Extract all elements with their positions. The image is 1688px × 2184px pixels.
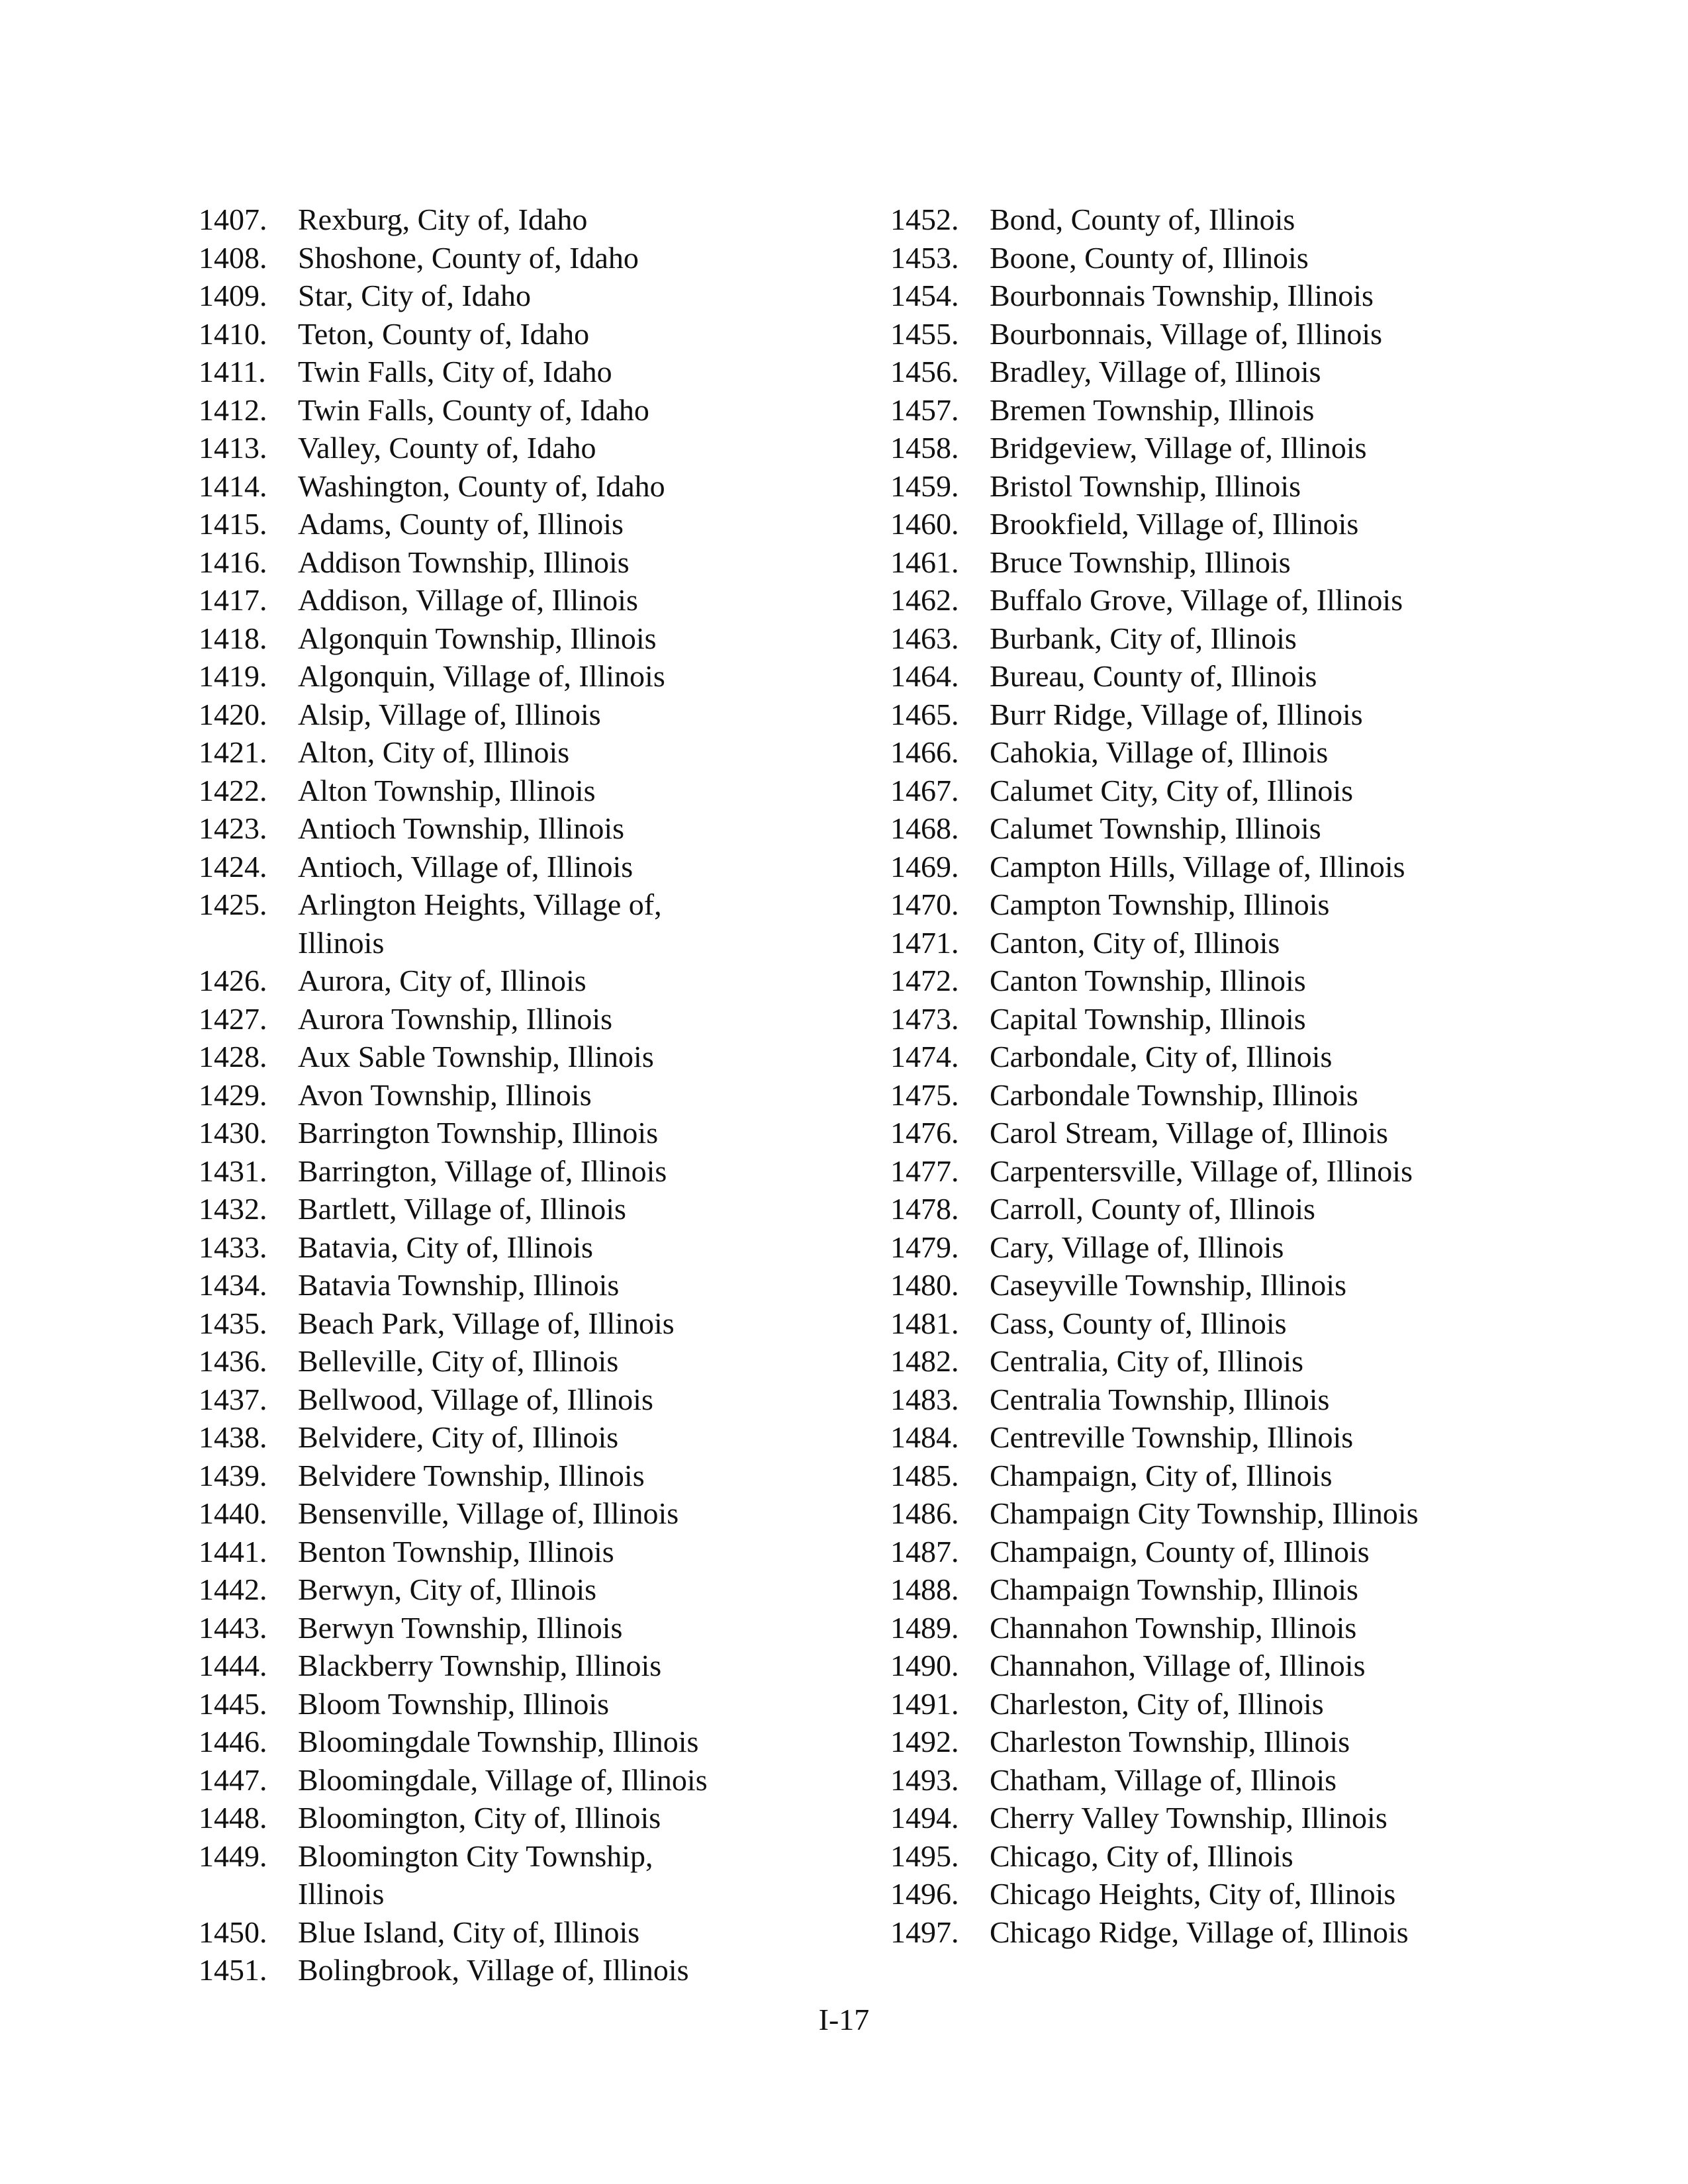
entry-name: Barrington, Village of, Illinois — [298, 1154, 667, 1188]
entry-name: Carpentersville, Village of, Illinois — [990, 1154, 1413, 1188]
entry-name: Calumet City, City of, Illinois — [990, 773, 1354, 807]
entry-name: Batavia Township, Illinois — [298, 1268, 620, 1302]
entry-name: Bruce Township, Illinois — [990, 545, 1291, 579]
entry-number: 1471. — [890, 925, 959, 960]
entry-number: 1431. — [199, 1154, 267, 1188]
entry-number: 1448. — [199, 1801, 267, 1835]
list-item — [199, 1837, 861, 1913]
entry-number: 1484. — [890, 1420, 959, 1454]
entry-number: 1478. — [890, 1192, 959, 1226]
entry-number: 1437. — [199, 1382, 267, 1416]
entry-list-right — [890, 201, 1552, 1951]
entry-number: 1480. — [890, 1268, 959, 1302]
entry-name: Bolingbrook, Village of, Illinois — [298, 1953, 689, 1987]
list-item — [199, 1685, 861, 1723]
list-item — [890, 1494, 1552, 1533]
list-item — [890, 1647, 1552, 1685]
entry-name: Bartlett, Village of, Illinois — [298, 1192, 626, 1226]
list-item — [890, 696, 1552, 734]
entry-number: 1413. — [199, 431, 267, 465]
entry-name: Brookfield, Village of, Illinois — [990, 507, 1359, 541]
entry-name: Bensenville, Village of, Illinois — [298, 1496, 679, 1530]
entry-name: Canton, City of, Illinois — [990, 925, 1280, 960]
entry-name: Chatham, Village of, Illinois — [990, 1762, 1337, 1797]
list-item — [890, 619, 1552, 658]
entry-name: Twin Falls, City of, Idaho — [298, 355, 612, 388]
entry-name: Campton Hills, Village of, Illinois — [990, 849, 1405, 884]
list-item — [199, 391, 861, 430]
entry-number: 1430. — [199, 1116, 267, 1150]
entry-name: Aurora Township, Illinois — [298, 1001, 613, 1036]
entry-number: 1472. — [890, 964, 959, 997]
entry-name: Carbondale, City of, Illinois — [990, 1040, 1333, 1073]
entry-number: 1452. — [890, 203, 959, 236]
list-item — [890, 1875, 1552, 1913]
list-item — [890, 239, 1552, 277]
entry-name: Capital Township, Illinois — [990, 1001, 1306, 1036]
list-item — [890, 1076, 1552, 1115]
list-item — [890, 924, 1552, 962]
entry-name: Belvidere Township, Illinois — [298, 1458, 645, 1492]
entry-number: 1487. — [890, 1534, 959, 1569]
entry-number: 1426. — [199, 964, 267, 997]
entry-number: 1457. — [890, 392, 959, 427]
entry-name: Chicago Heights, City of, Illinois — [990, 1877, 1396, 1911]
list-item — [199, 239, 861, 277]
list-item — [199, 581, 861, 619]
list-item — [199, 1000, 861, 1038]
list-item — [199, 1152, 861, 1191]
entry-name: Addison, Village of, Illinois — [298, 583, 638, 617]
entry-number: 1461. — [890, 545, 959, 579]
entry-number: 1429. — [199, 1077, 267, 1112]
entry-number: 1492. — [890, 1725, 959, 1758]
list-item — [199, 201, 861, 239]
entry-name: Beach Park, Village of, Illinois — [298, 1306, 675, 1340]
list-item — [890, 1152, 1552, 1191]
list-item — [199, 1494, 861, 1533]
entry-name: Canton Township, Illinois — [990, 964, 1306, 997]
entry-number: 1458. — [890, 431, 959, 465]
list-item — [199, 1761, 861, 1799]
list-item — [199, 467, 861, 506]
entry-number: 1432. — [199, 1192, 267, 1226]
list-item — [199, 277, 861, 315]
entry-name: Bourbonnais, Village of, Illinois — [990, 316, 1383, 351]
entry-name: Addison Township, Illinois — [298, 545, 630, 579]
entry-name: Shoshone, County of, Idaho — [298, 240, 639, 275]
list-item — [199, 1457, 861, 1495]
entry-name: Cahokia, Village of, Illinois — [990, 735, 1329, 769]
page-number: I-17 — [818, 2003, 870, 2036]
entry-name: Cary, Village of, Illinois — [990, 1230, 1284, 1264]
entry-number: 1470. — [890, 887, 959, 921]
entry-number: 1495. — [890, 1839, 959, 1873]
list-item — [199, 886, 861, 962]
entry-name: Carroll, County of, Illinois — [990, 1192, 1315, 1226]
entry-number: 1460. — [890, 507, 959, 541]
entry-number: 1490. — [890, 1649, 959, 1682]
entry-number: 1463. — [890, 621, 959, 655]
entry-name: Centralia, City of, Illinois — [990, 1344, 1303, 1378]
entry-number: 1409. — [199, 279, 267, 312]
entry-number: 1469. — [890, 849, 959, 884]
entry-number: 1459. — [890, 469, 959, 503]
entry-number: 1456. — [890, 355, 959, 388]
list-item — [890, 429, 1552, 467]
entry-name: Charleston, City of, Illinois — [990, 1686, 1324, 1721]
entry-name: Centreville Township, Illinois — [990, 1420, 1354, 1454]
entry-name: Champaign, County of, Illinois — [990, 1534, 1370, 1569]
list-item — [199, 1723, 861, 1761]
list-item — [199, 1799, 861, 1837]
list-item — [199, 1304, 861, 1343]
entry-number: 1433. — [199, 1230, 267, 1264]
list-item — [199, 772, 861, 810]
entry-number: 1479. — [890, 1230, 959, 1264]
entry-name: Belleville, City of, Illinois — [298, 1344, 619, 1378]
entry-name: Washington, County of, Idaho — [298, 469, 665, 503]
entry-name: Avon Township, Illinois — [298, 1077, 592, 1112]
entry-number: 1455. — [890, 316, 959, 351]
entry-number: 1424. — [199, 849, 267, 884]
list-item — [890, 1570, 1552, 1609]
list-item — [890, 1342, 1552, 1381]
list-item — [199, 848, 861, 886]
entry-name: Blackberry Township, Illinois — [298, 1649, 662, 1682]
entry-number: 1438. — [199, 1420, 267, 1454]
entry-name: Champaign City Township, Illinois — [990, 1496, 1419, 1530]
list-item — [890, 1457, 1552, 1495]
entry-name: Berwyn, City of, Illinois — [298, 1572, 597, 1606]
entry-number: 1467. — [890, 773, 959, 807]
entry-number: 1447. — [199, 1762, 267, 1797]
list-item — [890, 848, 1552, 886]
list-item — [199, 1190, 861, 1228]
entry-name: Algonquin Township, Illinois — [298, 621, 657, 655]
entry-name: Rexburg, City of, Idaho — [298, 203, 588, 236]
list-item — [199, 1570, 861, 1609]
entry-number: 1422. — [199, 773, 267, 807]
list-item — [199, 1076, 861, 1115]
entry-name: Alton Township, Illinois — [298, 773, 596, 807]
entry-name: Boone, County of, Illinois — [990, 240, 1309, 275]
list-item — [890, 581, 1552, 619]
list-item — [890, 1266, 1552, 1304]
entry-name: Bourbonnais Township, Illinois — [990, 279, 1374, 312]
entry-name: Bloom Township, Illinois — [298, 1686, 610, 1721]
entry-name: Algonquin, Village of, Illinois — [298, 659, 665, 693]
entry-number: 1476. — [890, 1116, 959, 1150]
entry-name: Alsip, Village of, Illinois — [298, 697, 601, 731]
list-item — [890, 1533, 1552, 1571]
list-item — [890, 1038, 1552, 1076]
entry-number: 1481. — [890, 1306, 959, 1340]
entry-name: Buffalo Grove, Village of, Illinois — [990, 583, 1403, 617]
list-item — [199, 505, 861, 543]
list-item — [199, 733, 861, 772]
list-item — [199, 1342, 861, 1381]
list-item — [890, 201, 1552, 239]
entry-number: 1418. — [199, 621, 267, 655]
entry-number: 1465. — [890, 697, 959, 731]
list-item — [890, 657, 1552, 696]
entry-name: Burr Ridge, Village of, Illinois — [990, 697, 1363, 731]
entry-number: 1482. — [890, 1344, 959, 1378]
list-item — [890, 277, 1552, 315]
entry-number: 1486. — [890, 1496, 959, 1530]
entry-number: 1427. — [199, 1001, 267, 1036]
entry-number: 1410. — [199, 316, 267, 351]
entry-name: Teton, County of, Idaho — [298, 316, 590, 351]
list-item — [199, 1228, 861, 1267]
list-item — [890, 809, 1552, 848]
entry-number: 1419. — [199, 659, 267, 693]
entry-number: 1483. — [890, 1382, 959, 1416]
list-item — [199, 1266, 861, 1304]
entry-name: Bridgeview, Village of, Illinois — [990, 431, 1367, 465]
entry-number: 1451. — [199, 1953, 267, 1987]
entry-name: Chicago Ridge, Village of, Illinois — [990, 1915, 1409, 1949]
list-item — [890, 1609, 1552, 1647]
entry-name: Aux Sable Township, Illinois — [298, 1040, 654, 1073]
list-item — [199, 353, 861, 391]
entry-name: Channahon, Village of, Illinois — [990, 1649, 1366, 1682]
list-item — [199, 1418, 861, 1457]
list-item — [199, 1609, 861, 1647]
list-item — [199, 657, 861, 696]
entry-number: 1477. — [890, 1154, 959, 1188]
entry-number: 1489. — [890, 1610, 959, 1645]
entry-number: 1442. — [199, 1572, 267, 1606]
entry-number: 1411. — [199, 355, 266, 388]
entry-name: Caseyville Township, Illinois — [990, 1268, 1346, 1302]
entry-name: Champaign, City of, Illinois — [990, 1458, 1333, 1492]
list-item — [890, 772, 1552, 810]
list-item — [199, 962, 861, 1000]
entry-number: 1407. — [199, 203, 267, 236]
entry-number: 1474. — [890, 1040, 959, 1073]
list-item — [890, 1723, 1552, 1761]
entry-name: Bristol Township, Illinois — [990, 469, 1301, 503]
entry-name: Bellwood, Village of, Illinois — [298, 1382, 653, 1416]
list-item — [199, 1951, 861, 1989]
entry-number: 1434. — [199, 1268, 267, 1302]
entry-number: 1428. — [199, 1040, 267, 1073]
list-item — [199, 1038, 861, 1076]
list-item — [890, 1000, 1552, 1038]
list-item — [199, 1647, 861, 1685]
list-item — [890, 391, 1552, 430]
entry-name: Carbondale Township, Illinois — [990, 1077, 1358, 1112]
entry-number: 1466. — [890, 735, 959, 769]
list-item — [890, 543, 1552, 582]
entry-number: 1450. — [199, 1915, 267, 1949]
list-item — [890, 353, 1552, 391]
entry-name: Barrington Township, Illinois — [298, 1116, 659, 1150]
entry-number: 1446. — [199, 1725, 267, 1758]
entry-name: Champaign Township, Illinois — [990, 1572, 1358, 1606]
entry-number: 1468. — [890, 811, 959, 845]
entry-number: 1435. — [199, 1306, 267, 1340]
entry-name: Carol Stream, Village of, Illinois — [990, 1116, 1388, 1150]
list-item — [199, 1114, 861, 1152]
entry-name: Campton Township, Illinois — [990, 887, 1330, 921]
entry-list-left — [199, 201, 861, 1989]
list-item — [199, 1381, 861, 1419]
entry-number: 1414. — [199, 469, 267, 503]
entry-number: 1440. — [199, 1496, 267, 1530]
entry-number: 1491. — [890, 1686, 959, 1721]
entry-name: Berwyn Township, Illinois — [298, 1610, 623, 1645]
entry-number: 1441. — [199, 1534, 267, 1569]
list-item — [199, 619, 861, 658]
entry-number: 1443. — [199, 1610, 267, 1645]
list-item — [199, 543, 861, 582]
list-item — [890, 467, 1552, 506]
entry-number: 1485. — [890, 1458, 959, 1492]
entry-name: Cass, County of, Illinois — [990, 1306, 1287, 1340]
entry-name: Centralia Township, Illinois — [990, 1382, 1330, 1416]
list-item — [890, 1418, 1552, 1457]
list-item — [890, 1799, 1552, 1837]
entry-number: 1439. — [199, 1458, 267, 1492]
entry-name: Bond, County of, Illinois — [990, 203, 1295, 236]
entry-name: Bloomington, City of, Illinois — [298, 1801, 661, 1835]
list-item — [199, 809, 861, 848]
list-item — [890, 1913, 1552, 1952]
entry-number: 1475. — [890, 1077, 959, 1112]
entry-name: Channahon Township, Illinois — [990, 1610, 1357, 1645]
list-item — [890, 505, 1552, 543]
entry-number: 1408. — [199, 240, 267, 275]
entry-name: Adams, County of, Illinois — [298, 507, 624, 541]
entry-number: 1494. — [890, 1801, 959, 1835]
entry-name: Burbank, City of, Illinois — [990, 621, 1297, 655]
entry-number: 1493. — [890, 1762, 959, 1797]
entry-name: Cherry Valley Township, Illinois — [990, 1801, 1387, 1835]
entry-name: Bloomington City Township, Illinois — [298, 1839, 653, 1911]
entry-name: Antioch, Village of, Illinois — [298, 849, 633, 884]
list-item — [890, 1685, 1552, 1723]
entry-number: 1412. — [199, 392, 267, 427]
entry-number: 1444. — [199, 1649, 267, 1682]
entry-number: 1488. — [890, 1572, 959, 1606]
right-column — [890, 201, 1552, 1951]
left-column — [199, 201, 861, 1989]
entry-number: 1445. — [199, 1686, 267, 1721]
entry-number: 1464. — [890, 659, 959, 693]
list-item — [890, 1114, 1552, 1152]
entry-name: Bradley, Village of, Illinois — [990, 355, 1321, 388]
entry-number: 1473. — [890, 1001, 959, 1036]
entry-name: Twin Falls, County of, Idaho — [298, 392, 649, 427]
list-item — [199, 429, 861, 467]
list-item — [890, 962, 1552, 1000]
list-item — [890, 733, 1552, 772]
entry-name: Charleston Township, Illinois — [990, 1725, 1350, 1758]
list-item — [199, 696, 861, 734]
list-item — [890, 1761, 1552, 1799]
entry-number: 1425. — [199, 887, 267, 921]
entry-number: 1453. — [890, 240, 959, 275]
entry-number: 1436. — [199, 1344, 267, 1378]
entry-name: Belvidere, City of, Illinois — [298, 1420, 619, 1454]
entry-number: 1423. — [199, 811, 267, 845]
entry-name: Bremen Township, Illinois — [990, 392, 1315, 427]
list-item — [199, 315, 861, 353]
entry-name: Chicago, City of, Illinois — [990, 1839, 1293, 1873]
entry-name: Antioch Township, Illinois — [298, 811, 624, 845]
entry-number: 1462. — [890, 583, 959, 617]
entry-name: Arlington Heights, Village of, Illinois — [298, 887, 662, 960]
list-item — [890, 315, 1552, 353]
entry-number: 1415. — [199, 507, 267, 541]
entry-number: 1454. — [890, 279, 959, 312]
list-item — [199, 1533, 861, 1571]
entry-name: Alton, City of, Illinois — [298, 735, 570, 769]
entry-name: Star, City of, Idaho — [298, 279, 532, 312]
entry-name: Bloomingdale, Village of, Illinois — [298, 1762, 708, 1797]
list-item — [890, 1837, 1552, 1876]
entry-name: Blue Island, City of, Illinois — [298, 1915, 640, 1949]
entry-number: 1449. — [199, 1839, 267, 1873]
list-item — [890, 886, 1552, 924]
entry-name: Batavia, City of, Illinois — [298, 1230, 593, 1264]
list-item — [890, 1228, 1552, 1267]
entry-name: Benton Township, Illinois — [298, 1534, 614, 1569]
list-item — [890, 1304, 1552, 1343]
entry-number: 1420. — [199, 697, 267, 731]
entry-number: 1496. — [890, 1877, 959, 1911]
list-item — [890, 1381, 1552, 1419]
entry-name: Valley, County of, Idaho — [298, 431, 596, 465]
entry-name: Bureau, County of, Illinois — [990, 659, 1317, 693]
entry-number: 1421. — [199, 735, 267, 769]
entry-number: 1416. — [199, 545, 267, 579]
entry-number: 1417. — [199, 583, 267, 617]
entry-name: Calumet Township, Illinois — [990, 811, 1321, 845]
entry-number: 1497. — [890, 1915, 959, 1949]
entry-name: Bloomingdale Township, Illinois — [298, 1725, 699, 1758]
list-item — [199, 1913, 861, 1952]
list-item — [890, 1190, 1552, 1228]
entry-name: Aurora, City of, Illinois — [298, 964, 586, 997]
